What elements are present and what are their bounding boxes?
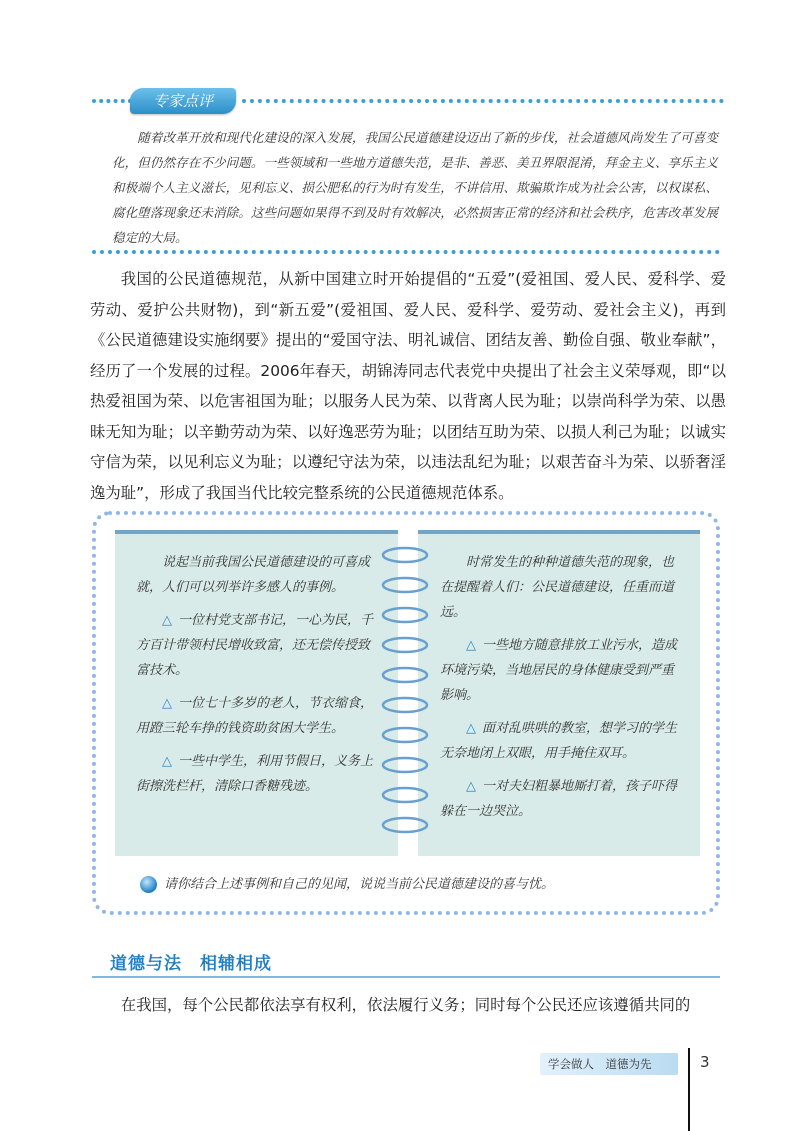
dotted-rule-right bbox=[242, 99, 724, 103]
discussion-prompt: 请你结合上述事例和自己的见闻，说说当前公民道德建设的喜与忧。 bbox=[164, 877, 555, 892]
section-title: 道德与法 相辅相成 bbox=[110, 954, 272, 974]
notebook-left-text bbox=[136, 550, 376, 799]
last-paragraph: 在我国，每个公民都依法享有权利，依法履行义务；同时每个公民还应该遵循共同的 bbox=[120, 996, 691, 1014]
left-item bbox=[136, 608, 376, 683]
triangle-icon: △ bbox=[162, 754, 172, 769]
triangle-icon: △ bbox=[466, 638, 476, 653]
right-intro: 时常发生的种种道德失范的现象，也在提醒着人们：公民道德建设，任重而道远。 bbox=[440, 555, 675, 620]
right-item-text: 一对夫妇粗暴地厮打着，孩子吓得躲在一边哭泣。 bbox=[440, 779, 678, 819]
left-item-text: 一位村党支部书记，一心为民，千方百计带领村民增收致富，还无偿传授致富技术。 bbox=[136, 613, 374, 678]
section-underline bbox=[92, 976, 720, 978]
expert-comment-badge: 专家点评 bbox=[130, 88, 236, 114]
bullet-icon bbox=[140, 876, 157, 893]
triangle-icon: △ bbox=[466, 779, 476, 794]
notebook-right-text bbox=[440, 550, 680, 824]
footer-text: 学会做人 道德为先 bbox=[548, 1057, 652, 1071]
left-intro: 说起当前我国公民道德建设的可喜成就，人们可以列举许多感人的事例。 bbox=[136, 555, 371, 595]
expert-comment-text: 随着改革开放和现代化建设的深入发展，我国公民道德建设迈出了新的步伐，社会道德风尚发生了可喜变化，但仍然存在不少问题。一些领域和一些地方道德失范，是非、善恶、美丑界限混淆，拜金主义、享乐主义和极端个人主义滋长，见利忘义、损公肥私的行为时有发生，不讲信用、欺骗欺诈成为社会公害，以权谋私、腐化堕落现象还未消除。这些问题如果得不到及时有效解决，必然损害正常的经济和社会秩序，危害改革发展稳定的大局。 bbox=[112, 130, 718, 245]
expert-comment-header bbox=[92, 88, 724, 114]
main-paragraph: 我国的公民道德规范，从新中国建立时开始提倡的“五爱”(爱祖国、爱人民、爱科学、爱劳动、爱护公共财物)，到“新五爱”(爱祖国、爱人民、爱科学、爱劳动、爱社会主义)，再到《公民道德建设实施纲要》提出的“爱国守法、明礼诚信、团结友善、勤俭自强、敬业奉献”，经历了一个发展的过程。2006年春天，胡锦涛同志代表党中央提出了社会主义荣辱观，即“以热爱祖国为荣、以危害祖国为耻；以服务人民为荣、以背离人民为耻；以崇尚科学为荣、以愚昧无知为耻；以辛勤劳动为荣、以好逸恶劳为耻；以团结互助为荣、以损人利己为耻；以诚实守信为荣，以见利忘义为耻；以遵纪守法为荣，以违法乱纪为耻；以艰苦奋斗为荣、以骄奢淫逸为耻”，形成了我国当代比较完整系统的公民道德规范体系。 bbox=[90, 270, 726, 502]
dotted-rule-left bbox=[92, 99, 132, 103]
right-item bbox=[440, 716, 680, 766]
left-item-text: 一些中学生，利用节假日，义务上街擦洗栏杆，清除口香糖残迹。 bbox=[136, 754, 374, 794]
right-item bbox=[440, 633, 680, 708]
left-item bbox=[136, 749, 376, 799]
footer-divider bbox=[688, 1048, 690, 1131]
triangle-icon: △ bbox=[466, 721, 476, 736]
spiral-binding-icon bbox=[370, 545, 440, 845]
left-item-text: 一位七十多岁的老人，节衣缩食，用蹬三轮车挣的钱资助贫困大学生。 bbox=[136, 696, 374, 736]
dotted-divider bbox=[92, 250, 720, 254]
left-item bbox=[136, 691, 376, 741]
right-item bbox=[440, 774, 680, 824]
triangle-icon: △ bbox=[162, 696, 172, 711]
right-item-text: 面对乱哄哄的教室，想学习的学生无奈地闭上双眼，用手掩住双耳。 bbox=[440, 721, 678, 761]
triangle-icon: △ bbox=[162, 613, 172, 628]
page-number: 3 bbox=[700, 1053, 710, 1071]
right-item-text: 一些地方随意排放工业污水，造成环境污染，当地居民的身体健康受到严重影响。 bbox=[440, 638, 678, 703]
